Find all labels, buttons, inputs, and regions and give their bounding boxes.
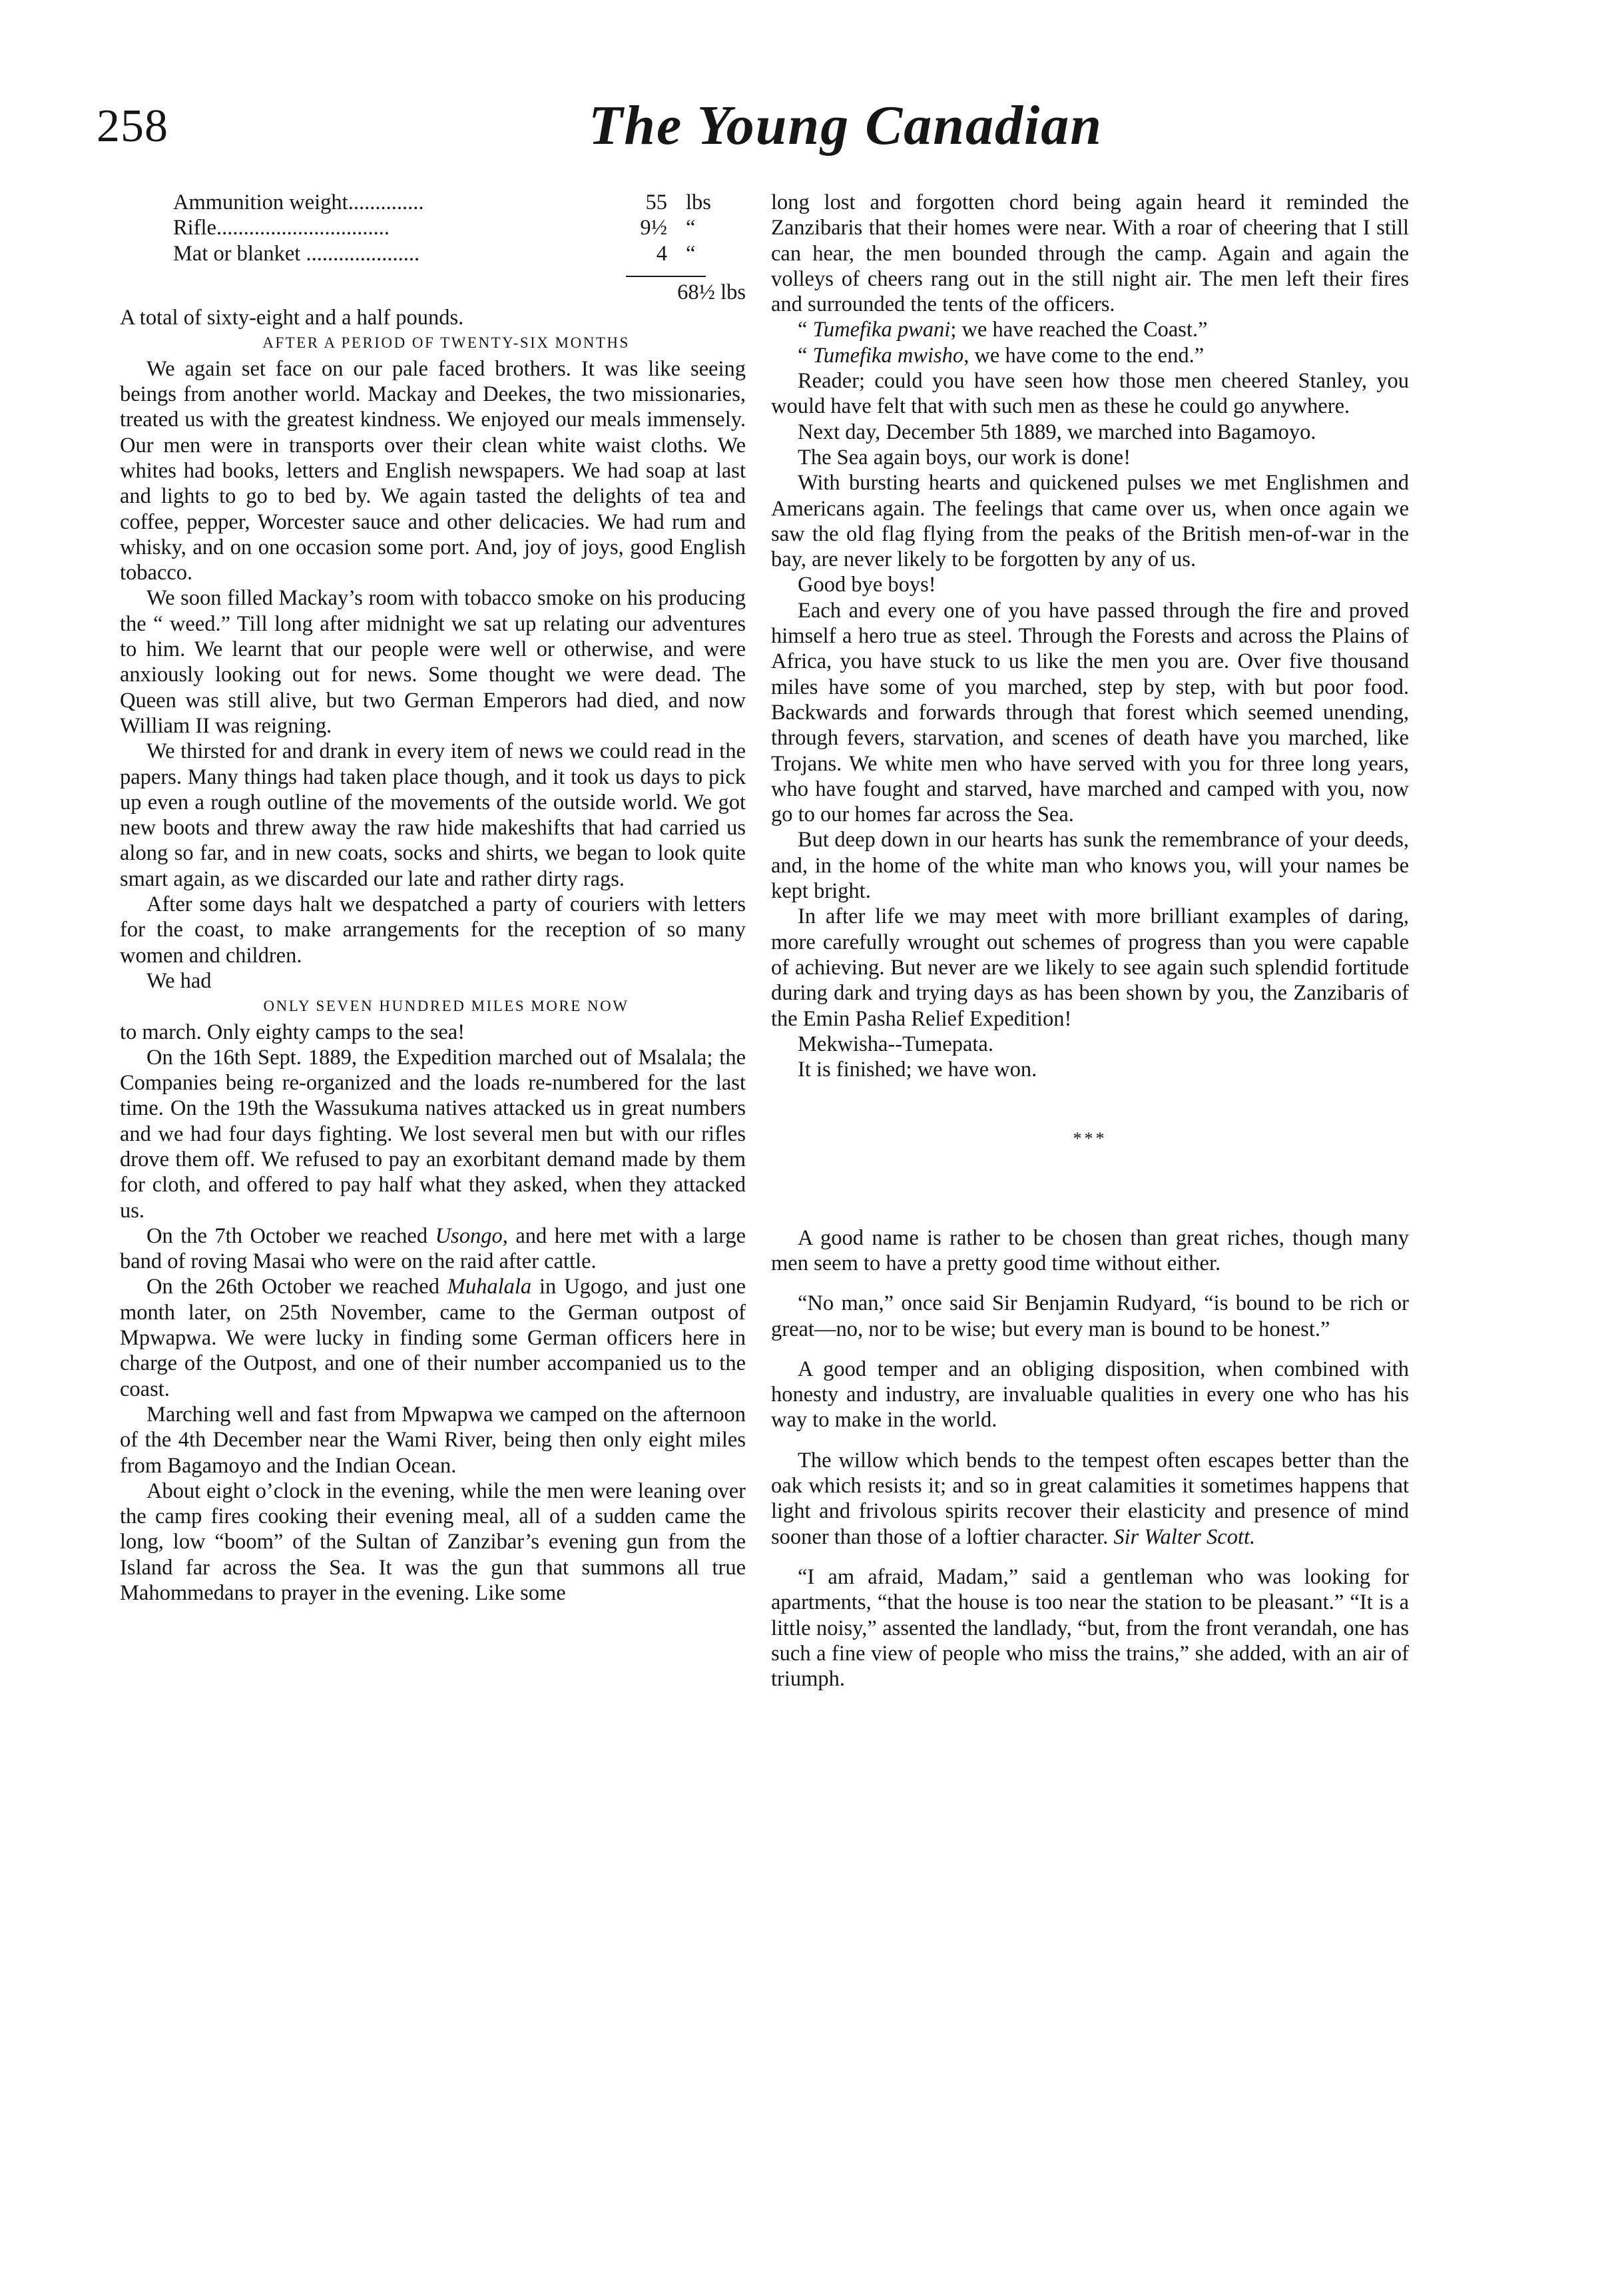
total-sentence: A total of sixty-eight and a half pounds.	[120, 306, 464, 330]
paragraph: Mekwisha--Tumepata.	[798, 1032, 993, 1056]
weights-row	[173, 190, 746, 215]
swahili-quote: “ Tumefika mwisho, we have come to the end.”	[798, 343, 1205, 368]
weights-table	[173, 190, 746, 305]
paragraph: But deep down in our hearts has sunk the remembrance of your deeds, and, in the home of the white man who knows you, will your names be kept bright.	[771, 828, 1409, 904]
weight-value: 9½	[640, 216, 667, 240]
text-run: , we have come to the end.”	[963, 343, 1205, 368]
paragraph: Reader; could you have seen how those men cheered Stanley, you would have felt that with such men as these he could go anywhere.	[771, 369, 1409, 419]
weight-value: 55	[645, 190, 667, 214]
weights-row	[173, 241, 746, 266]
paragraph: Marching well and fast from Mpwapwa we camped on the afternoon of the 4th December near the Wami River, being then only eight miles from Bagamoyo and the Indian Ocean.	[120, 1402, 746, 1478]
page-number: 258	[97, 101, 168, 152]
paragraph: long lost and forgotten chord being again heard it reminded the Zanzibaris that their homes were near. With a roar of cheering that I still can hear, the men bounded through the camp. Again and again the volleys of cheers rang out in the still night air. The men left their fires and surrounded the tents of the officers.	[771, 190, 1409, 317]
section-subhead: ONLY SEVEN HUNDRED MILES MORE NOW	[263, 998, 629, 1015]
paragraph: In after life we may meet with more brilliant examples of daring, more carefully wrought out schemes of progress than you were capable of achieving. But never are we likely to see again such splendid fortitude during dark and trying days as has been shown by you, the Zanzibaris of the Emin Pasha Relief Expedition!	[771, 904, 1409, 1031]
paragraph: With bursting hearts and quickened pulses we met Englishmen and Americans again. The feelings that came over us, when once again we saw the old flag flying from the peaks of the British men-of-war in the bay, are never likely to be forgotten by any of us.	[771, 471, 1409, 572]
text-run: On the 26th October we reached	[146, 1275, 447, 1299]
weight-unit: lbs	[686, 190, 711, 214]
weight-label: Mat or blanket .....................	[173, 241, 420, 266]
text-run: The willow which bends to the tempest often escapes better than the oak which resists it; and so in great calamities it sometimes happens that light and frivolous spirits recover their elasticity and presence of mind sooner than those of a loftier character.	[771, 1448, 1409, 1549]
weight-label: Rifle................................	[173, 216, 390, 240]
paragraph: We had	[146, 968, 212, 993]
swahili-quote: “ Tumefika pwani; we have reached the Coast.”	[798, 318, 1208, 342]
paragraph: A good temper and an obliging disposition, when combined with honesty and industry, are invaluable qualities in every one who has his way to make in the world.	[771, 1357, 1409, 1433]
weights-total: 68½ lbs	[677, 280, 746, 304]
right-column	[771, 190, 1409, 1692]
weight-label: Ammunition weight..............	[173, 190, 424, 214]
paragraph: Good bye boys!	[798, 573, 936, 597]
weights-row	[173, 215, 746, 240]
paragraph: “I am afraid, Madam,” said a gentleman who was looking for apartments, “that the house is too near the station to be pleasant.” “It is a little noisy,” assented the landlady, “but, from the front verandah, one has such a fine view of people who miss the trains,” she added, with an air of triumph.	[771, 1564, 1409, 1692]
paragraph: We again set face on our pale faced brothers. It was like seeing beings from another world. Mackay and Deekes, the two missionaries, treated us with the greatest kindness. We enjoyed our meals immensely. Our men were in transports over their clean white waist cloths. We whites had books, letters and English newspapers. We had soap at last and lights to go to bed by. We again tasted the delights of tea and coffee, pepper, Worcester sauce and other delicacies. We had rum and whisky, and on one occasion some port. And, joy of joys, good English tobacco.	[120, 356, 746, 585]
paragraph: It is finished; we have won.	[798, 1058, 1037, 1082]
paragraph: We soon filled Mackay’s room with tobacco smoke on his producing the “ weed.” Till long after midnight we sat up relating our adventures to him. We learnt that our people were well or otherwise, and were anxiously looking out for news. Some thought we were dead. The Queen was still alive, but two German Emperors had died, and now William II was reigning.	[120, 586, 746, 738]
paragraph	[771, 1448, 1409, 1550]
left-column	[120, 190, 746, 1606]
paragraph: to march. Only eighty camps to the sea!	[120, 1020, 465, 1044]
section-subhead: AFTER A PERIOD OF TWENTY-SIX MONTHS	[262, 334, 630, 352]
weight-unit: “	[686, 241, 696, 266]
masthead-title: The Young Canadian	[588, 95, 1103, 157]
paragraph: A good name is rather to be chosen than great riches, though many men seem to have a pretty good time without either.	[771, 1225, 1409, 1275]
paragraph: On the 16th Sept. 1889, the Expedition marched out of Msalala; the Companies being re-organized and the loads re-numbered for the last time. On the 19th the Wassukuma natives attacked us in great numbers and we had four days fighting. We lost several men but with our rifles drove them off. We refused to pay an exorbitant demand made by them for cloth, and offered to pay half what they asked, when they attacked us.	[120, 1045, 746, 1223]
paragraph: After some days halt we despatched a party of couriers with letters for the coast, to make arrangements for the reception of so many women and children.	[120, 892, 746, 968]
paragraph: “No man,” once said Sir Benjamin Rudyard, “is bound to be rich or great—no, nor to be wise; but every man is bound to be honest.”	[771, 1291, 1409, 1341]
paragraph: The Sea again boys, our work is done!	[798, 445, 1131, 470]
place-name: Muhalala	[447, 1275, 532, 1299]
paragraph: Next day, December 5th 1889, we marched into Bagamoyo.	[798, 420, 1316, 444]
author-signature: Sir Walter Scott.	[1113, 1524, 1256, 1549]
text-run: On the 7th October we reached	[146, 1223, 435, 1248]
paragraph: Each and every one of you have passed through the fire and proved himself a hero true as steel. Through the Forests and across the Plains of Africa, you have stuck to us like the men you are. Over five thousand miles have some of you marched, step by step, with but poor food. Backwards and forwards through that forest which seemed unending, through fevers, starvation, and scenes of death have you marched, like Trojans. We white men who have served with you for three long years, who have fought and starved, have marched and camped with you, now go to our homes far across the Sea.	[771, 598, 1409, 827]
place-name: Usongo	[435, 1223, 503, 1248]
section-separator: ***	[1073, 1129, 1107, 1149]
text-run: in Ugogo, and just one month later, on 25th November, came to the German outpost of Mpwapwa. We were lucky in finding some German officers here in charge of the Outpost, and one of their number accompanied us to the coast.	[120, 1275, 746, 1401]
weight-value: 4	[656, 241, 667, 266]
sum-rule	[626, 276, 706, 277]
weight-unit: “	[686, 216, 696, 240]
text-run: ; we have reached the Coast.”	[950, 318, 1208, 342]
swahili-phrase: Tumefika mwisho	[812, 343, 964, 368]
text-run: , and here met with a large band of roving Masai who were on the raid after cattle.	[120, 1223, 746, 1274]
paragraph: We thirsted for and drank in every item of news we could read in the papers. Many things had taken place though, and it took us days to pick up even a rough outline of the movements of the outside world. We got new boots and threw away the raw hide makeshifts that had carried us along so far, and in new coats, socks and shirts, we began to look quite smart again, as we discarded our late and rather dirty rags.	[120, 739, 746, 891]
paragraph	[120, 1274, 746, 1401]
swahili-phrase: Tumefika pwani	[812, 318, 951, 342]
paragraph	[120, 1223, 746, 1275]
paragraph: About eight o’clock in the evening, while the men were leaning over the camp fires cooking their evening meal, all of a sudden came the long, low “boom” of the Sultan of Zanzibar’s evening gun from the Island far across the Sea. It was the gun that summons all true Mahommedans to prayer in the evening. Like some	[120, 1478, 746, 1606]
